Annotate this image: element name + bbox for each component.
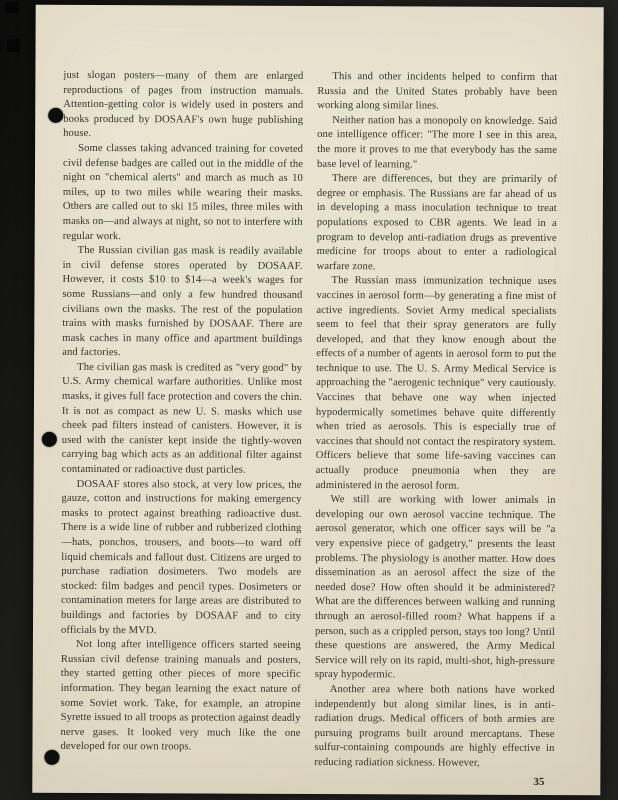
paragraph: The civilian gas mask is credited as "very good" by U.S. Army chemical warfare authorities. Unlike most masks, it gives full face protection and covers the chin. It is not as compact as new U. S. masks which use cheek pad filters instead of canisters. However, it is used with the canister kept inside the tightly-woven carrying bag which acts as an additional filter against contaminated or radioactive dust particles. bbox=[61, 361, 303, 476]
paragraph: The Russian mass immunization technique uses vaccines in aerosol form—by generating a fine mist of active ingredients. Soviet Army medical specialists seem to feel that their spray generators are fully developed, and that they know enough about the effects of a number of agents in aerosol form to put the technique to use. The U. S. Army Medical Service is approaching the "aerogenic technique" very cautiously. Vaccines that behave one way when injected hypodermically sometimes behave quite differently when tried as aerosols. This is especially true of vaccines that should not contact the respiratory system. Officers believe that some life-saving vaccines can actually produce pneumonia when they are administered in the aerosol form. bbox=[315, 275, 557, 492]
page-number: 35 bbox=[533, 775, 545, 788]
paragraph: just slogan posters—many of them are enlarged reproductions of pages from instruction manuals. Attention-getting color is widely used in posters and books produced by DOSAAF's own huge publishing house. bbox=[63, 69, 304, 140]
paragraph: There are differences, but they are primarily of degree or emphasis. The Russians are far ahead of us in developing a mass inoculation technique to treat populations exposed to CBR agents. We lead in a program to develop anti-radiation drugs as preventive medicine for troops about to enter a radiological warfare zone. bbox=[316, 173, 557, 272]
paragraph: The Russian civilian gas mask is readily available in civil defense stores operated by DOSAAF. However, it costs $10 to $14—a week's wages for some Russians—and only a few hundred thousand civilians own the masks. The rest of the population trains with masks furnished by DOSAAF. There are mask caches in many office and apartment buildings and factories. bbox=[62, 245, 303, 359]
right-column bbox=[314, 70, 557, 797]
punch-hole-top bbox=[48, 108, 63, 123]
registration-mark-top bbox=[5, 2, 19, 13]
paragraph: Another area where both nations have worked independently but along similar lines, is in anti-radiation drugs. Medical officers of both armies are pursuing programs built around mercaptans. These sulfur-containing compounds are highly effective in reducing radiation sickness. However, bbox=[314, 683, 555, 769]
paragraph: This and other incidents helped to confirm that Russia and the United States probably have been working along similar lines. bbox=[317, 71, 558, 112]
registration-mark-left bbox=[7, 39, 20, 52]
page-body bbox=[60, 69, 557, 797]
left-column bbox=[60, 69, 303, 796]
document-page bbox=[32, 5, 603, 795]
paragraph: Not long after intelligence officers started seeing Russian civil defense training manuals and posters, they started getting other pieces of more specific information. They began learning the exact nature of some Soviet work. Take, for example, an atropine Syrette issued to all troops as protection against deadly nerve gases. It looked very much like the one developed for our own troops. bbox=[60, 639, 301, 753]
paragraph: DOSAAF stores also stock, at very low prices, the gauze, cotton and instructions for making emergency masks to protect against breathing radioactive dust. There is a wide line of rubber and rubberized clothing—hats, ponchos, trousers, and boots—to ward off liquid chemicals and fallout dust. Citizens are urged to purchase radiation dosimeters. Two models are stocked: film badges and pencil types. Dosimeters or contamination meters for large areas are distributed to buildings and factories by DOSAAF and to city officials by the MVD. bbox=[60, 478, 302, 636]
punch-hole-bottom bbox=[44, 750, 59, 765]
paragraph: Neither nation has a monopoly on knowledge. Said one intelligence officer: "The more I see in this area, the more it proves to me that everybody has the same base level of learning." bbox=[317, 114, 558, 170]
paragraph: Some classes taking advanced training for coveted civil defense badges are called out in the middle of the night on "chemical alerts" and march as much as 10 miles, up to two miles while wearing their masks. Others are called out to ski 15 miles, three miles with masks on—and always at night, so not to interfere with regular work. bbox=[62, 142, 304, 242]
punch-hole-middle bbox=[42, 432, 57, 447]
paragraph: We still are working with lower animals in developing our own aerosol vaccine technique. The aerosol generator, which one officer says will be "a very expensive piece of gadgetry," presents the least problems. The physiology is another matter. How does dissemination as an aerosol affect the size of the needed dose? How often should it be administered? What are the differences between walking and running through an aerosol-filled room? What happens if a person, such as a crippled person, stays too long? Until these questions are answered, the Army Medical Service will rely on its rapid, multi-shot, high-pressure spray hypodermic. bbox=[314, 494, 556, 681]
